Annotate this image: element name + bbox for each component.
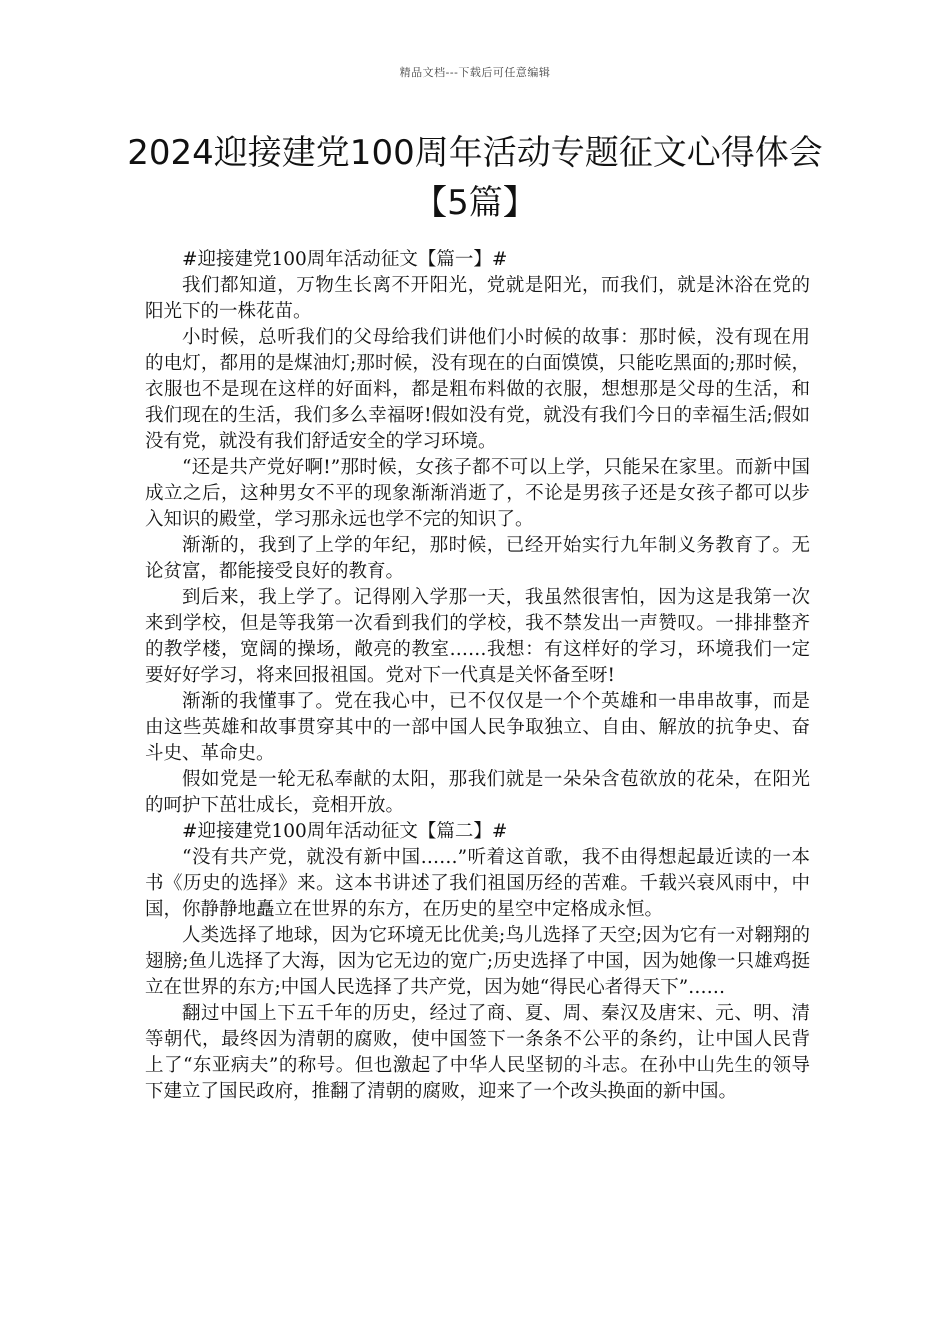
paragraph: 我们都知道，万物生长离不开阳光，党就是阳光，而我们，就是沐浴在党的阳光下的一株花苗。 — [145, 275, 810, 322]
section-heading-2: #迎接建党100周年活动征文【篇二】# — [182, 821, 508, 842]
header-note: 精品文档---下载后可任意编辑 — [399, 66, 551, 79]
section-heading-1: #迎接建党100周年活动征文【篇一】# — [182, 249, 508, 270]
paragraph: 假如党是一轮无私奉献的太阳，那我们就是一朵朵含苞欲放的花朵，在阳光的呵护下茁壮成长，竞相开放。 — [145, 769, 810, 816]
paragraph: 渐渐的，我到了上学的年纪，那时候，已经开始实行九年制义务教育了。无论贫富，都能接受良好的教育。 — [145, 535, 810, 582]
body-text — [145, 247, 810, 1105]
paragraph: “还是共产党好啊!”那时候，女孩子都不可以上学，只能呆在家里。而新中国成立之后，这种男女不平的现象渐渐消逝了，不论是男孩子还是女孩子都可以步入知识的殿堂，学习那永远也学不完的知识了。 — [145, 457, 810, 530]
paragraph: 翻过中国上下五千年的历史，经过了商、夏、周、秦汉及唐宋、元、明、清等朝代，最终因为清朝的腐败，使中国签下一条条不公平的条约，让中国人民背上了“东亚病夫”的称号。但也激起了中华人民坚韧的斗志。在孙中山先生的领导下建立了国民政府，推翻了清朝的腐败，迎来了一个改头换面的新中国。 — [145, 1003, 810, 1102]
paragraph: “没有共产党，就没有新中国……”听着这首歌，我不由得想起最近读的一本书《历史的选择》来。这本书讲述了我们祖国历经的苦难。千载兴衰风雨中，中国，你静静地矗立在世界的东方，在历史的星空中定格成永恒。 — [145, 847, 810, 920]
paragraph: 到后来，我上学了。记得刚入学那一天，我虽然很害怕，因为这是我第一次来到学校，但是等我第一次看到我们的学校，我不禁发出一声赞叹。一排排整齐的教学楼，宽阔的操场，敞亮的教室……我想：有这样好的学习，环境我们一定要好好学习，将来回报祖国。党对下一代真是关怀备至呀! — [145, 587, 810, 686]
paragraph: 人类选择了地球，因为它环境无比优美;鸟儿选择了天空;因为它有一对翱翔的翅膀;鱼儿选择了大海，因为它无边的宽广;历史选择了中国，因为她像一只雄鸡挺立在世界的东方;中国人民选择了共产党，因为她“得民心者得天下”…… — [145, 925, 810, 998]
paragraph: 渐渐的我懂事了。党在我心中，已不仅仅是一个个英雄和一串串故事，而是由这些英雄和故事贯穿其中的一部中国人民争取独立、自由、解放的抗争史、奋斗史、革命史。 — [145, 691, 810, 764]
page-title: 2024迎接建党100周年活动专题征文心得体会【5篇】 — [127, 133, 823, 223]
paragraph: 小时候，总听我们的父母给我们讲他们小时候的故事：那时候，没有现在用的电灯，都用的是煤油灯;那时候，没有现在的白面馍馍，只能吃黑面的;那时候，衣服也不是现在这样的好面料，都是粗布料做的衣服，想想那是父母的生活，和我们现在的生活，我们多么幸福呀!假如没有党，就没有我们今日的幸福生活;假如没有党，就没有我们舒适安全的学习环境。 — [145, 327, 810, 452]
